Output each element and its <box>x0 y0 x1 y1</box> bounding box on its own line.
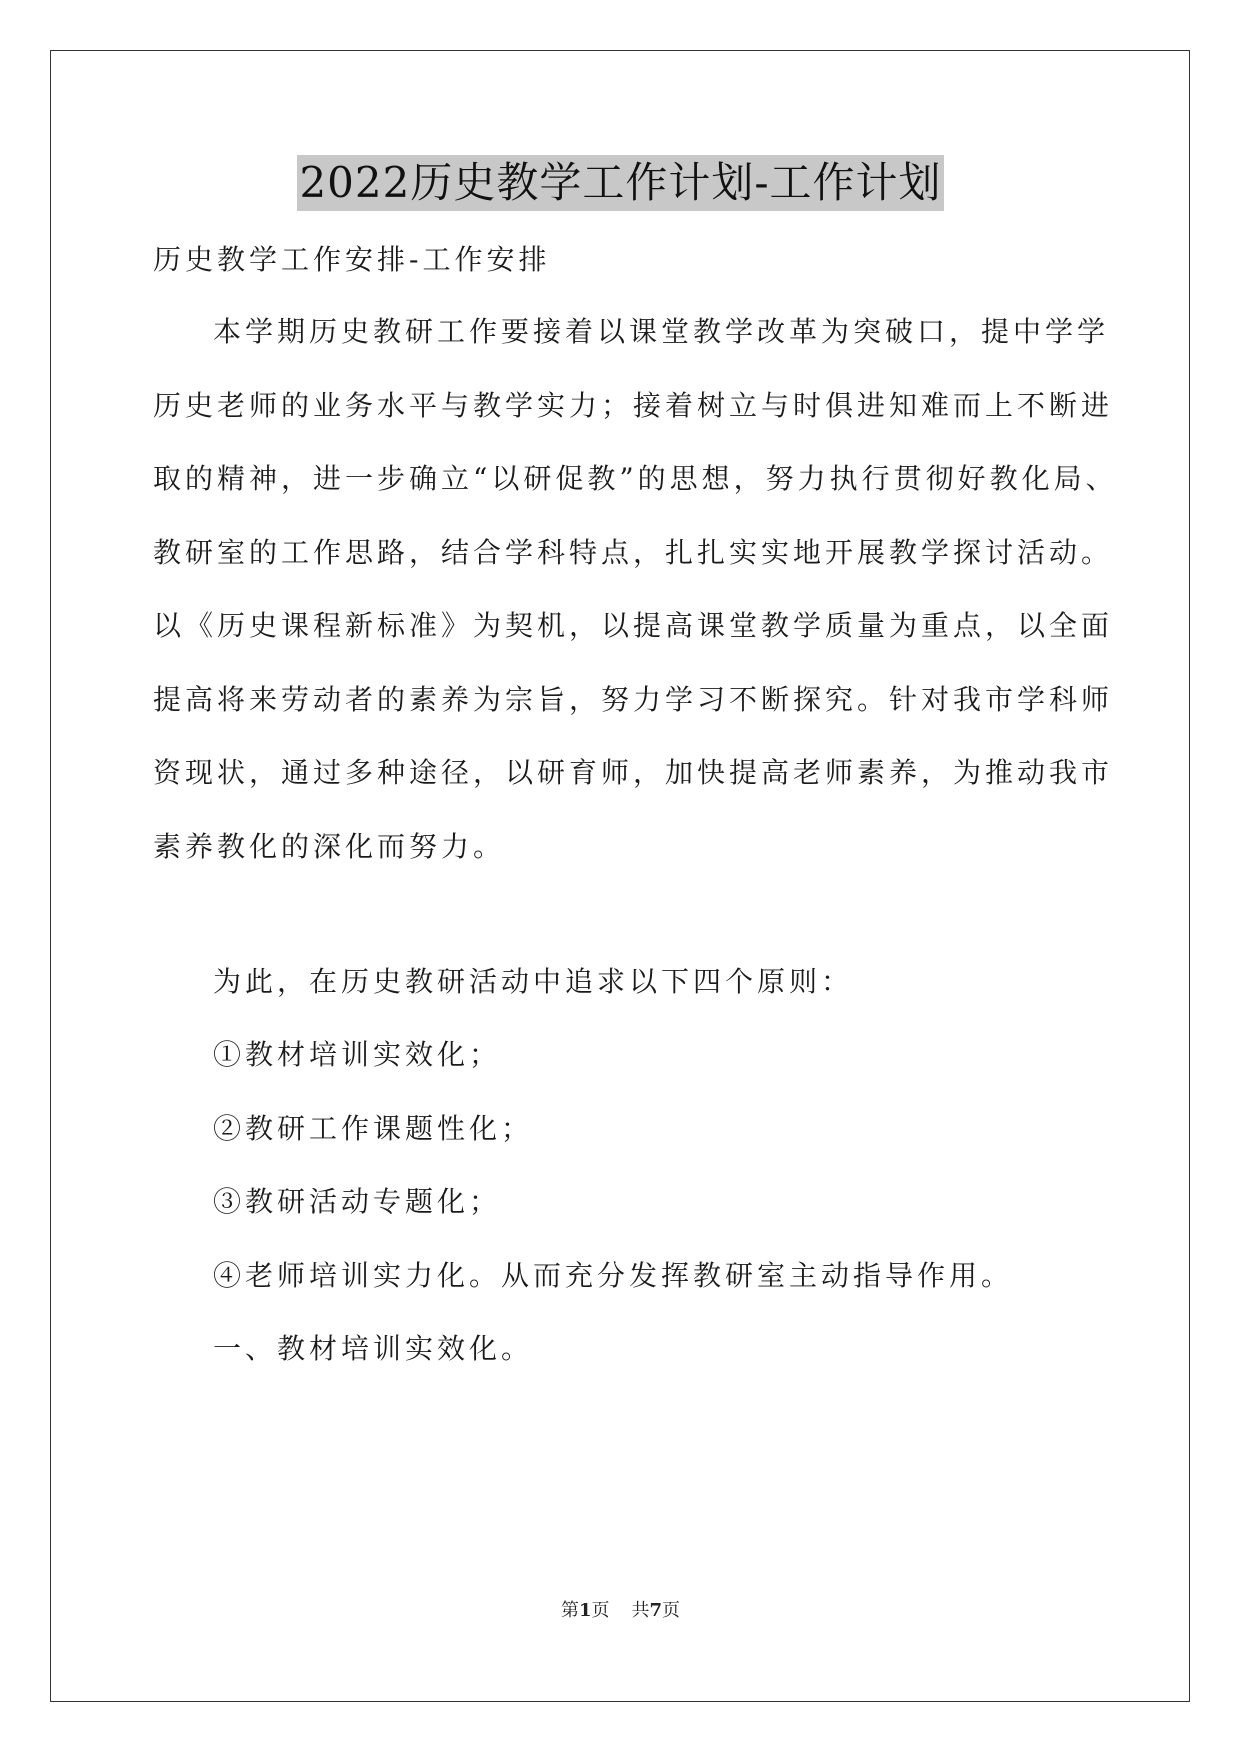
title-container <box>0 155 1241 211</box>
page-prefix: 第 <box>560 1600 579 1621</box>
principle-item: ③教研活动专题化； <box>213 1185 502 1218</box>
total-page-count: 7 <box>649 1600 663 1621</box>
total-suffix: 页 <box>662 1600 681 1621</box>
principle-item: ②教研工作课题性化； <box>213 1112 534 1145</box>
paragraph-line: 资现状，通过多种途径，以研育师，加快提高老师素养，为推动我市 <box>153 756 1114 789</box>
principle-item: ④老师培训实力化。从而充分发挥教研室主动指导作用。 <box>213 1259 1014 1292</box>
section-heading: 一、教材培训实效化。 <box>213 1332 534 1365</box>
paragraph-line: 教研室的工作思路，结合学科特点，扎扎实实地开展教学探讨活动。 <box>153 536 1114 569</box>
principles-intro: 为此，在历史教研活动中追求以下四个原则： <box>213 965 854 998</box>
paragraph-line: 提高将来劳动者的素养为宗旨，努力学习不断探究。针对我市学科师 <box>153 683 1114 716</box>
paragraph-line: 历史老师的业务水平与教学实力；接着树立与时俱进知难而上不断进 <box>153 389 1114 422</box>
total-prefix: 共 <box>631 1600 650 1621</box>
page-suffix: 页 <box>591 1600 610 1621</box>
page-footer <box>0 1599 1241 1623</box>
paragraph-line: 取的精神，进一步确立“以研促教”的思想，努力执行贯彻好教化局、 <box>153 462 1118 495</box>
paragraph-line: 素养教化的深化而努力。 <box>153 830 506 863</box>
principle-item: ①教材培训实效化； <box>213 1038 502 1071</box>
document-subtitle: 历史教学工作安排-工作安排 <box>153 243 551 276</box>
current-page-number: 1 <box>578 1600 592 1621</box>
paragraph-line: 以《历史课程新标准》为契机，以提高课堂教学质量为重点，以全面 <box>153 609 1114 642</box>
document-title: 2022历史教学工作计划-工作计划 <box>297 155 943 211</box>
page-border <box>50 50 1190 1702</box>
paragraph-line: 本学期历史教研工作要接着以课堂教学改革为突破口，提中学学 <box>213 315 1110 348</box>
